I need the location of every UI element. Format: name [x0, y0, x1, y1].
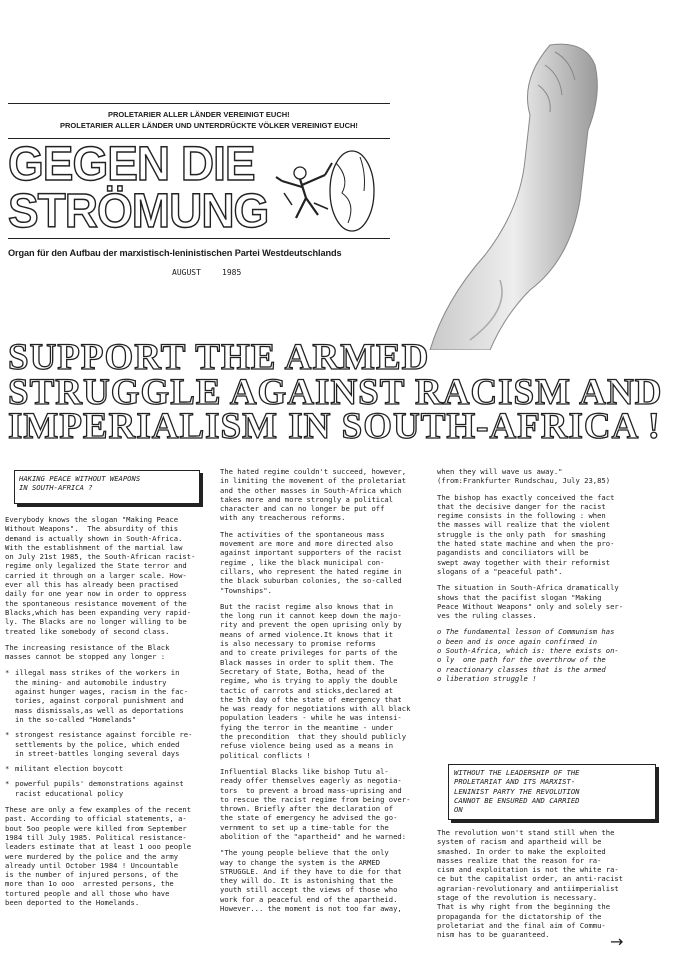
list-item: * militant election boycott — [5, 764, 215, 773]
column-3-paragraph-1: when they will wave us away." (from:Frankfurter Rundschau, July 23,85) — [437, 467, 611, 486]
column-3-quote: o The fundamental lesson of Communism has o been and is once again confirmed in o South-Africa, which is: there exists on- o ly one path for the overthrow of the o reactionary classes that is the armed o liberation struggle ! — [437, 627, 619, 683]
column-1-paragraph-2: The increasing resistance of the Black masses cannot be stopped any longer : — [5, 642, 170, 662]
masthead-title-line-2: STRÖMUNG — [8, 182, 269, 238]
column-3-paragraph-4: The revolution won't stand still when the system of racism and apartheid will be smashed. In order to make the exploited masses realize that the reason for ra- cism and exploitation is not the white ra- ce but the capitalist order, an anti-racist agrarian-revolutionary and antiimperialist stage of the revolution is necessary. That is why right from the beginning the propaganda for the dictatorship of the proletariat and the final aim of Commu- nism has to be guaranteed. — [437, 828, 624, 940]
issue-month: AUGUST — [172, 268, 201, 277]
headline-line-3: IMPERIALISM IN SOUTH-AFRICA ! — [8, 406, 661, 447]
column-3-callout-box — [448, 764, 656, 820]
masthead-top-rule — [8, 103, 390, 104]
column-3-paragraph-3: The situation in South-Africa dramatically shows that the pacifist slogan "Making Peace Without Weapons" only and solely ser- ves the ruling classes. — [437, 583, 624, 621]
continue-arrow-icon: → — [610, 932, 624, 951]
column-1-title: HAKING PEACE WITHOUT WEAPONS IN SOUTH-AFRICA ? — [19, 474, 141, 493]
list-item: * illegal mass strikes of the workers in the mining- and automobile industry against hunger wages, racism in the fac- tories, against corporal punishment and mass dismissals,as well as deportations in the so-called "Homelands" — [5, 668, 215, 724]
headline-line-1: SUPPORT THE ARMED — [8, 337, 430, 378]
issue-year: 1985 — [222, 268, 242, 277]
column-3-paragraph-2: The bishop has exactly conceived the fact that the decisive danger for the racist regime consists in the following : when the masses will realize that the violent struggle is the only path for smashing the hated state machine and when the pro- pagandists and conciliators will be swept away together with their reformist slogans of a "peaceful path". — [437, 492, 615, 576]
column-2-paragraph-4: Influential Blacks like bishop Tutu al- ready offer themselves eagerly as negotia- tors to prevent a broad mass-uprising and to rescue the racist regime from being over- thrown. Briefly after the declaration of the state of emergency he advised the go- vernment to set up a time-table for the abolition of the "apartheid" and he warned: — [220, 766, 411, 841]
column-2-paragraph-3: But the racist regime also knows that in the long run it cannot keep down the majo- rity and prevent the open uprising only by means of armed violence.It knows that it is also necessary to promise reforms and to create privileges for parts of the Black masses in order to split them. The Secretary of State, Botha, head of the regime, who is trying to apply the double tactic of carrots and sticks,declared at the 5th day of the state of emergency that he was ready for negotiations with all black population leaders - while he was intensi- fying the terror in the meantime - under the precondition that they should publicly refuse violence being used as a means in political conflicts ! — [220, 601, 411, 760]
column-2 — [220, 467, 432, 920]
resistance-list — [5, 668, 215, 798]
globe-emblem-icon — [270, 143, 380, 238]
raised-fist-illustration — [410, 40, 650, 350]
column-2-paragraph-1: The hated regime couldn't succeed, however, in limiting the movement of the proletariat and the other masses in South-Africa which takes more and more strongly a political character and can no longer be put off with any treacherous reforms. — [220, 467, 407, 523]
masthead-subtitle: Organ für den Aufbau der marxistisch-leninistischen Partei Westdeutschlands — [8, 248, 342, 258]
column-1-paragraph-1: Everybody knows the slogan "Making Peace Without Weapons". The absurdity of this demand is actually shown in South-Africa. With the establishment of the martial law on July 21st 1985, the South-African racist- regime only legalized the State terror and carried it through on a larger scale. How- ever all this has already been practised daily for one year now in order to oppress the spontaneous resistance movement of the Blacks,which has been expanding very rapid- ly. The Blacks are no longer willing to be treated like somebody of second class. — [5, 515, 196, 636]
headline-line-2: STRUGGLE AGAINST RACISM AND — [8, 372, 663, 413]
masthead-rule-3 — [8, 238, 390, 239]
column-3-callout: WITHOUT THE LEADERSHIP OF THE PROLETARIAT AND ITS MARXIST- LENINIST PARTY THE REVOLUTION CANNOT BE ENSURED AND CARRIED ON — [454, 768, 580, 815]
list-item: * powerful pupils' demonstrations against racist educational policy — [5, 779, 215, 798]
masthead-title-line-1: GEGEN DIE — [8, 135, 255, 191]
column-2-paragraph-5: "The young people believe that the only way to change the system is the ARMED STRUGGLE. And if they have to die for that they will do. It is astonishing that the youth still accept the views of those who work for a peaceful end of the apartheid. However... the moment is not too far away, — [220, 848, 402, 914]
slogan-line-1: PROLETARIER ALLER LÄNDER VEREINIGT EUCH! — [108, 110, 290, 119]
slogan-line-2: PROLETARIER ALLER LÄNDER UND UNTERDRÜCKTE VÖLKER VEREINIGT EUCH! — [60, 121, 358, 130]
column-1 — [5, 515, 215, 914]
column-3-bottom — [437, 828, 652, 947]
list-item: * strongest resistance against forcible re- settlements by the police, which ended in street-battles longing several days — [5, 730, 215, 758]
column-1-title-box — [14, 470, 200, 504]
column-1-paragraph-3: These are only a few examples of the recent past. According to official statements, a- bout 5oo people were killed from September 1984 till July 1985. Political resistance- leaders estimate that at least 1 ooo people were murdered by the police and the army already until October 1984 ! Uncountable is the number of injured persons, of the more than 1o ooo arrested persons, the tortured people and all those who have been deported to the Homelands. — [5, 805, 192, 907]
column-3-top — [437, 467, 652, 690]
column-2-paragraph-2: The activities of the spontaneous mass movement are more and more directed also against important supporters of the racist regime , like the black municipal con- cillars, who represent the hated regime in the black suburban colonies, the so-called "Townships". — [220, 529, 402, 595]
